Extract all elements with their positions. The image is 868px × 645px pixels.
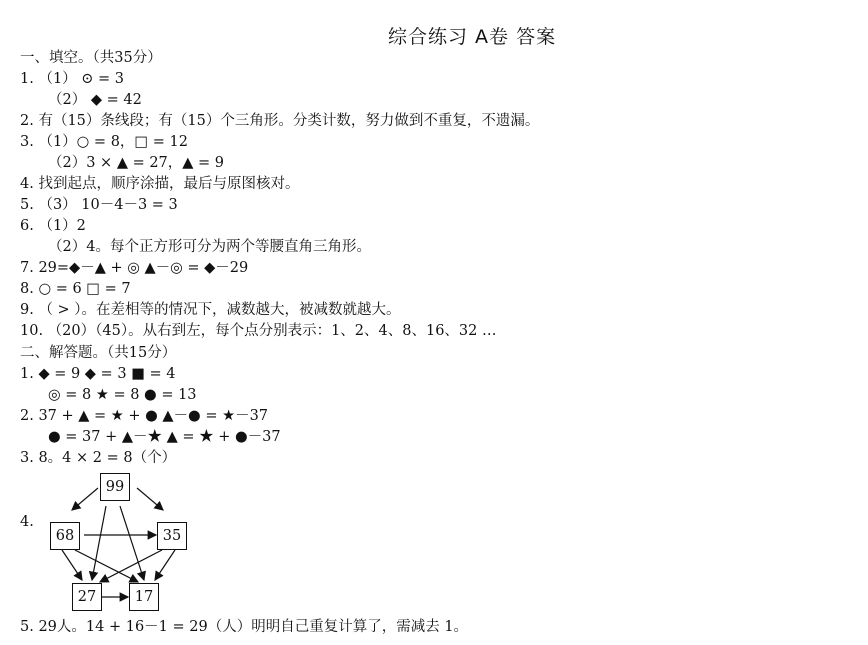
arrow-35-27 (100, 550, 162, 582)
answer-line: 9. （ > ）。在差相等的情况下，减数越大，被减数就越大。 (20, 302, 401, 318)
arrow-35-17 (155, 550, 175, 580)
answer-line: 6. （1）2 (20, 218, 86, 234)
arrow-99-27 (92, 506, 106, 580)
page-title: 综合练习 A卷 答案 (388, 26, 557, 48)
answer-line: 5. （3） 10－4－3 = 3 (20, 197, 178, 213)
node-68: 68 (50, 522, 80, 550)
answer-line: 8. ○ = 6 □ = 7 (20, 281, 131, 297)
arrow-99-17 (120, 506, 144, 580)
node-35: 35 (157, 522, 187, 550)
node-27: 27 (72, 583, 102, 611)
arrow-99-68 (72, 488, 98, 510)
answer-line: 2. 有（15）条线段；有（15）个三角形。分类计数，努力做到不重复，不遗漏。 (20, 113, 540, 129)
answer-line: （2） ◆ = 42 (48, 92, 142, 108)
answer-line: ◎ = 8 ★ = 8 ● = 13 (48, 387, 197, 403)
answer-line: 1. ◆ = 9 ◆ = 3 ■ = 4 (20, 366, 176, 382)
diagram-label: 4. (20, 514, 34, 530)
node-99: 99 (100, 473, 130, 501)
answer-line: （2）4。每个正方形可分为两个等腰直角三角形。 (48, 239, 371, 255)
arrow-68-17 (75, 550, 138, 582)
node-17: 17 (129, 583, 159, 611)
answer-line: 4. 找到起点，顺序涂描，最后与原图核对。 (20, 176, 300, 192)
arrow-99-35 (137, 488, 163, 510)
answer-line: 3. （1）○ = 8，□ = 12 (20, 134, 188, 150)
section-heading-problems: 二、解答题。（共15分） (20, 345, 177, 361)
answer-line: 1. （1） ⊙ = 3 (20, 71, 125, 87)
number-arrow-diagram (20, 470, 220, 620)
arrow-68-27 (62, 550, 82, 580)
answer-line: ● = 37 + ▲－★ ▲ = ★ + ●－37 (48, 429, 281, 445)
answer-line: 5. 29人。14 + 16－1 = 29（人）明明自己重复计算了，需减去 1。 (20, 619, 469, 635)
answer-line: （2）3 × ▲ = 27，▲ = 9 (48, 155, 225, 171)
section-heading-fill-blanks: 一、填空。（共35分） (20, 50, 162, 66)
answer-line: 10. （20）（45）。从右到左，每个点分别表示：1、2、4、8、16、32 … (20, 323, 497, 339)
answer-line: 2. 37 + ▲ = ★ + ● ▲－● = ★－37 (20, 408, 269, 424)
answer-line: 7. 29=◆－▲ + ◎ ▲－◎ = ◆－29 (20, 260, 249, 276)
answer-line: 3. 8。4 × 2 = 8（个） (20, 450, 177, 466)
